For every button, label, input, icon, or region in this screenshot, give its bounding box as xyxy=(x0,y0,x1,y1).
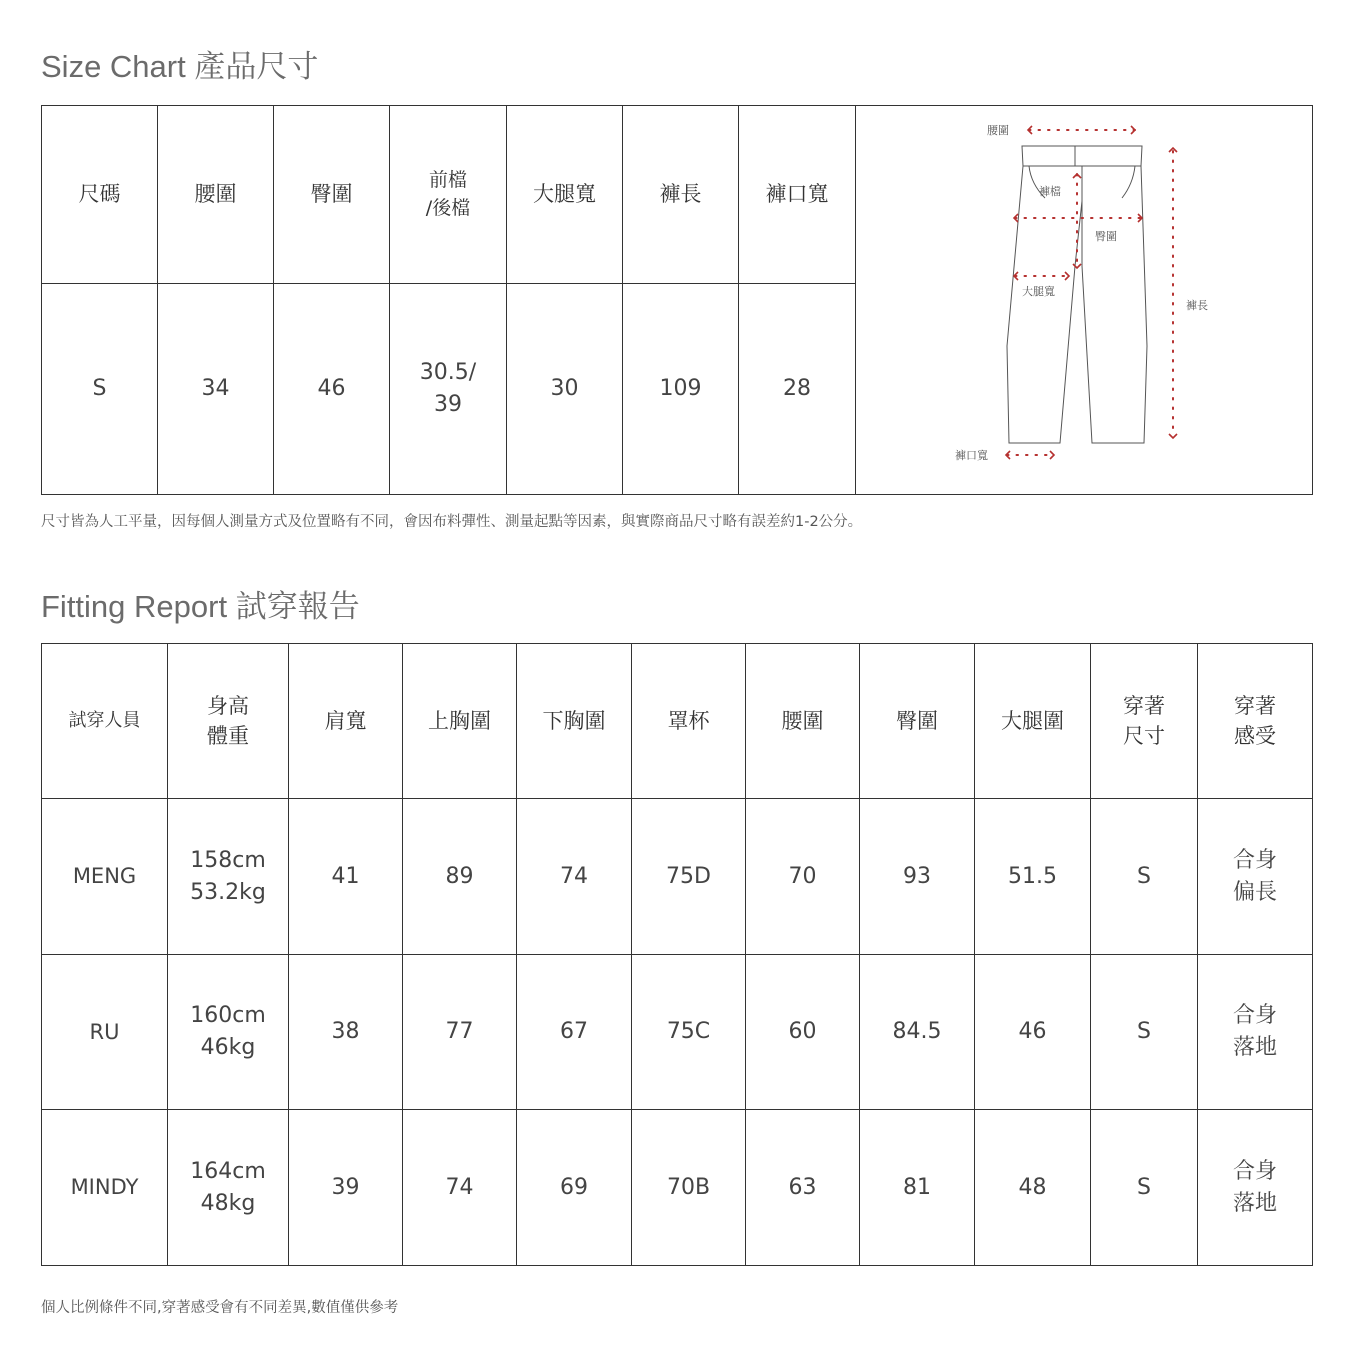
size-header-cell: 前檔 /後檔 xyxy=(390,106,507,284)
fit-header-cell: 肩寬 xyxy=(289,644,403,799)
fit-header-cell: 下胸圍 xyxy=(517,644,632,799)
fit-cell: 60 xyxy=(746,955,860,1110)
fit-cell: 89 xyxy=(403,799,517,955)
fit-cell: 77 xyxy=(403,955,517,1110)
fit-header-cell: 大腿圍 xyxy=(975,644,1091,799)
fit-cell: MINDY xyxy=(42,1110,168,1266)
fitting-report-table xyxy=(41,643,1313,1266)
size-header-cell: 褲口寬 xyxy=(739,106,856,284)
thigh-label: 大腿寬 xyxy=(1021,285,1055,298)
size-cell: S xyxy=(42,284,158,495)
fit-header-cell: 試穿人員 xyxy=(42,644,168,799)
fit-header-cell: 穿著 尺寸 xyxy=(1091,644,1198,799)
fit-cell: 48 xyxy=(975,1110,1091,1266)
fit-header-cell: 腰圍 xyxy=(746,644,860,799)
fit-cell: 74 xyxy=(403,1110,517,1266)
fit-cell: 67 xyxy=(517,955,632,1110)
fit-header-row xyxy=(42,644,1313,799)
fit-cell: 75C xyxy=(632,955,746,1110)
fit-cell: 38 xyxy=(289,955,403,1110)
fit-cell: 合身 落地 xyxy=(1198,1110,1313,1266)
fit-header-cell: 罩杯 xyxy=(632,644,746,799)
fit-header-cell: 臀圍 xyxy=(860,644,975,799)
fit-header-cell: 穿著 感受 xyxy=(1198,644,1313,799)
fit-cell: 81 xyxy=(860,1110,975,1266)
fitting-report-note: 個人比例條件不同,穿著感受會有不同差異,數值僅供參考 xyxy=(41,1300,399,1316)
fit-cell: S xyxy=(1091,799,1198,955)
fit-cell: 合身 落地 xyxy=(1198,955,1313,1110)
hem-label: 褲口寬 xyxy=(954,449,988,462)
fit-cell: 160cm 46kg xyxy=(168,955,289,1110)
fit-cell: 39 xyxy=(289,1110,403,1266)
fit-cell: 51.5 xyxy=(975,799,1091,955)
fit-cell: 93 xyxy=(860,799,975,955)
size-header-row xyxy=(42,106,1313,284)
fit-cell: 46 xyxy=(975,955,1091,1110)
size-header-cell: 尺碼 xyxy=(42,106,158,284)
hip-label: 臀圍 xyxy=(1094,230,1117,243)
fit-cell: S xyxy=(1091,1110,1198,1266)
size-header-cell: 褲長 xyxy=(623,106,739,284)
size-cell: 30.5/ 39 xyxy=(390,284,507,495)
fit-cell: 75D xyxy=(632,799,746,955)
fit-cell: RU xyxy=(42,955,168,1110)
fit-header-cell: 身高 體重 xyxy=(168,644,289,799)
size-cell: 109 xyxy=(623,284,739,495)
waist-label: 腰圍 xyxy=(986,124,1009,137)
size-chart-note: 尺寸皆為人工平量，因每個人測量方式及位置略有不同，會因布料彈性、測量起點等因素，與實際商品尺寸略有誤差約1-2公分。 xyxy=(41,514,863,530)
size-header-cell: 大腿寬 xyxy=(507,106,623,284)
fitting-report-title: Fitting Report 試穿報告 xyxy=(41,589,360,624)
fit-cell: MENG xyxy=(42,799,168,955)
size-chart-title: Size Chart 產品尺寸 xyxy=(41,49,319,84)
rise-label: 褲檔 xyxy=(1038,185,1061,198)
fit-row-meng xyxy=(42,799,1313,955)
size-cell: 34 xyxy=(158,284,274,495)
fit-cell: 合身 偏長 xyxy=(1198,799,1313,955)
size-cell: 30 xyxy=(507,284,623,495)
size-header-cell: 臀圍 xyxy=(274,106,390,284)
fit-cell: 84.5 xyxy=(860,955,975,1110)
fit-row-ru xyxy=(42,955,1313,1110)
fit-cell: 74 xyxy=(517,799,632,955)
fit-header-cell: 上胸圍 xyxy=(403,644,517,799)
fit-cell: 70 xyxy=(746,799,860,955)
fit-cell: 158cm 53.2kg xyxy=(168,799,289,955)
size-chart-table xyxy=(41,105,1313,495)
pants-diagram-cell xyxy=(856,106,1313,495)
pants-diagram xyxy=(857,106,1312,484)
length-label: 褲長 xyxy=(1185,299,1208,312)
size-cell: 46 xyxy=(274,284,390,495)
fit-cell: 70B xyxy=(632,1110,746,1266)
fit-cell: S xyxy=(1091,955,1198,1110)
fit-cell: 41 xyxy=(289,799,403,955)
size-cell: 28 xyxy=(739,284,856,495)
fit-cell: 164cm 48kg xyxy=(168,1110,289,1266)
fit-cell: 69 xyxy=(517,1110,632,1266)
fit-cell: 63 xyxy=(746,1110,860,1266)
size-header-cell: 腰圍 xyxy=(158,106,274,284)
fit-row-mindy xyxy=(42,1110,1313,1266)
